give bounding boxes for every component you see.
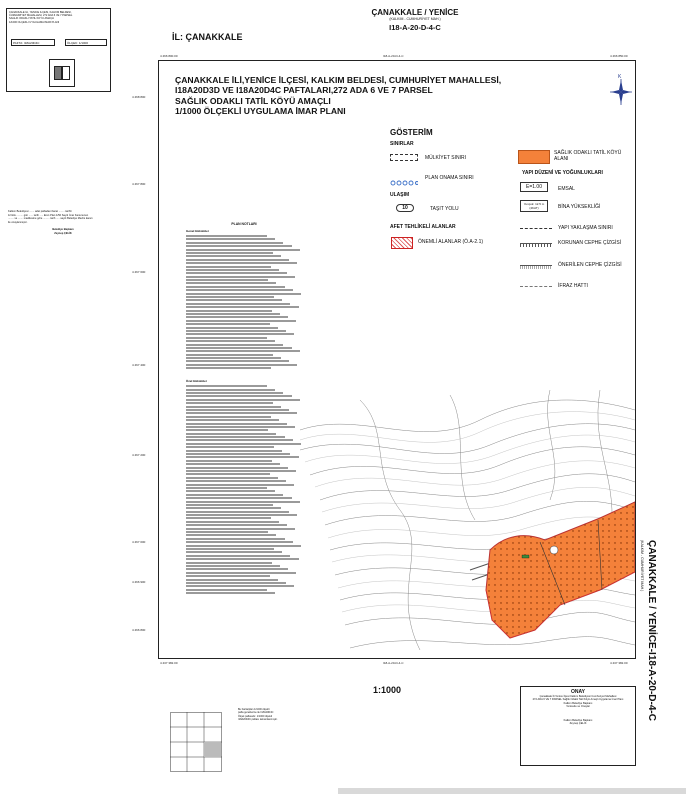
- notes-text-line: [186, 279, 268, 281]
- notes-text-line: [186, 320, 296, 322]
- scale-label: 1:1000: [373, 685, 402, 695]
- coord-y: 4 467 000: [132, 540, 146, 544]
- notes-text-block: [186, 385, 302, 594]
- notes-text-line: [186, 501, 300, 503]
- notes-text-line: [186, 409, 289, 411]
- notes-text-line: [186, 272, 287, 274]
- title-block: [6, 8, 111, 92]
- bottom-strip: [338, 788, 686, 794]
- coord-y: 4 467 600: [132, 270, 146, 274]
- notes-text-line: [186, 289, 293, 291]
- notes-text-line: [186, 534, 276, 536]
- coord-top-left: 4 466 800.00: [160, 54, 178, 58]
- plan-title-line: ÇANAKKALE İLİ,YENİCE İLÇESİ, KALKIM BELDESİ, CUMHURİYET MAHALLESİ,: [175, 75, 502, 85]
- mulkiyet-symbol: [390, 154, 418, 161]
- approval-note-line: & Nolu ......... gün ...... tarih ..... Eren Plan 1/50 Sayılı İmar Kanununun: [8, 213, 89, 217]
- notes-text-line: [186, 456, 299, 458]
- legend-onemli: ÖNEMLİ ALANLAR (Ö.A-2.1): [418, 239, 484, 245]
- approval-note-line: Kalkım Belediyesi ....... adet paftadan ibaret ........ tarihli: [8, 210, 72, 213]
- notes-text-line: [186, 514, 297, 516]
- notes-text-line: [186, 347, 292, 349]
- notes-text-line: [186, 286, 285, 288]
- notes-text-line: [186, 354, 273, 356]
- notes-text-line: [186, 575, 270, 577]
- notes-text-line: [186, 558, 299, 560]
- approval-note-line: Belediye Başkanı: [52, 228, 74, 232]
- approval-box: [520, 686, 636, 766]
- notes-text-line: [186, 327, 278, 329]
- notes-text-line: [186, 266, 271, 268]
- coord-bottom-mid: I18-A-20-D-4-C: [383, 661, 404, 665]
- approval-signature: Kalkım Belediye Başkanı: [563, 718, 593, 722]
- approval-signature-name: Zeynep ÇELİK: [569, 722, 587, 726]
- approval-heading: ONAY: [571, 689, 585, 695]
- notes-text-line: [186, 511, 289, 513]
- notes-text-line: [186, 429, 268, 431]
- notes-text-line: [186, 463, 280, 465]
- notes-text-line: [186, 531, 268, 533]
- onemli-alan-symbol: [391, 237, 413, 249]
- notes-text-line: [186, 521, 279, 523]
- legend-onerilen: ÖNERİLEN CEPHE ÇİZGİSİ: [558, 262, 622, 268]
- sheet-index-line: pafta gereklerine ile I18A20D4C: [238, 711, 274, 715]
- approval-note-line: Zeynep ÇELİK: [54, 231, 72, 235]
- title-block-line: CUMHURİYET MAHALLESİ, 272 ADA 6 VE 7 PARSEL: [9, 14, 73, 18]
- notes-text-line: [186, 555, 290, 557]
- sheet-index-line: Bu harita/plan 1/1000 ölçekli: [238, 708, 270, 711]
- notes-text-line: [186, 579, 278, 581]
- legend-ifraz: İFRAZ HATTI: [558, 283, 588, 289]
- notes-text-line: [186, 494, 283, 496]
- notes-text-line: [186, 467, 288, 469]
- ifraz-symbol: [520, 286, 552, 287]
- coord-bottom-left: 4 437 382.00: [160, 661, 178, 665]
- notes-text-line: [186, 470, 296, 472]
- sheet-title-line2: (KALKIM - CUMHURİYET MAH.): [389, 17, 441, 21]
- notes-text-line: [186, 541, 293, 543]
- sheet-title-line1: ÇANAKKALE / YENİCE: [371, 8, 459, 17]
- pafta-label: PAFTA: I18A20D4C: [11, 39, 55, 46]
- title-block-line: 1/1000 ÖLÇEKLİ UYGULAMA İMAR PLANI: [9, 20, 60, 24]
- notes-text-line: [186, 242, 283, 244]
- plan-notes: [186, 220, 302, 595]
- notes-text-line: [186, 504, 273, 506]
- notes-text-line: [186, 245, 292, 247]
- notes-text-line: [186, 296, 274, 298]
- approval-line: Kalkım Belediye Başkanı: [563, 701, 593, 705]
- sheet-index-text: [238, 708, 304, 722]
- yapi-yaklasma-symbol: [520, 228, 552, 229]
- sheet-title-line3: I18-A-20-D-4-C: [389, 23, 441, 32]
- coord-y: 4 467 200: [132, 453, 146, 457]
- approval-line: 272 ADA 6 VE 7 PARSEL Sağlık Odaklı Tatil Köyü Amaçlı Uygulama İmar Planı: [532, 698, 624, 702]
- legend-bina: BİNA YÜKSEKLİĞİ: [558, 204, 601, 210]
- location-key: [49, 59, 75, 87]
- notes-text-line: [186, 453, 290, 455]
- notes-text-line: [186, 323, 270, 325]
- plan-title: [175, 75, 502, 117]
- legend: [390, 128, 630, 308]
- legend-plan-onama: PLAN ONAMA SINIRI: [425, 175, 474, 181]
- notes-text-line: [186, 316, 288, 318]
- korunan-cephe-symbol: [520, 243, 552, 247]
- notes-text-line: [186, 299, 282, 301]
- notes-text-line: [186, 477, 278, 479]
- plan-notes-title: PLAN NOTLARI: [231, 222, 257, 226]
- notes-text-line: [186, 385, 267, 387]
- sheet-index-line: I18A20D4C paftası tamamlanmıştır.: [238, 718, 278, 722]
- notes-text-line: [186, 524, 287, 526]
- notes-text-line: [186, 565, 280, 567]
- notes-text-line: [186, 490, 275, 492]
- notes-text-line: [186, 235, 267, 237]
- legend-section-yapi-duzeni: YAPI DÜZENİ VE YOĞUNLUKLARI: [522, 170, 603, 176]
- notes-text-line: [186, 337, 267, 339]
- notes-text-line: [186, 259, 289, 261]
- notes-text-line: [186, 450, 282, 452]
- sheet-index-grid: [170, 712, 222, 772]
- notes-text-line: [186, 528, 295, 530]
- notes-text-line: [186, 360, 289, 362]
- onerilen-cephe-symbol: [520, 265, 552, 269]
- title-block-line: SAĞLIK ODAKLI TATİL KÖYÜ AMAÇLI: [9, 17, 55, 21]
- il-label: İL: ÇANAKKALE: [172, 32, 243, 42]
- notes-text-line: [186, 249, 300, 251]
- approval-line: Yenicede ve Onaylar: [566, 705, 590, 709]
- coord-top-mid: I18-A-20-D-4-C: [383, 54, 404, 58]
- coord-y: 4 466 900: [132, 580, 146, 584]
- notes-text-line: [186, 548, 274, 550]
- notes-text-line: [186, 364, 297, 366]
- notes-text-line: [186, 538, 285, 540]
- tasit-yolu-symbol: 10: [396, 204, 414, 212]
- notes-text-line: [186, 436, 285, 438]
- right-sheet-subtitle: (KALKIM - CUMHURİYET MAH.): [640, 540, 644, 592]
- coord-top-right: 4 466 850.00: [610, 54, 628, 58]
- notes-text-line: [186, 416, 271, 418]
- olcek-label: ÖLÇEK: 1/1000: [65, 39, 107, 46]
- notes-text-line: [186, 392, 283, 394]
- plan-title-line: SAĞLIK ODAKLI TATİL KÖYÜ AMAÇLI: [175, 95, 331, 106]
- location-key-cell: [62, 66, 70, 80]
- notes-text-line: [186, 310, 272, 312]
- notes-text-line: [186, 357, 281, 359]
- notes-text-line: [186, 367, 271, 369]
- notes-text-line: [186, 306, 299, 308]
- coord-y: 4 467 800: [132, 182, 146, 186]
- notes-text-line: [186, 473, 270, 475]
- notes-text-line: [186, 313, 280, 315]
- svg-text:K: K: [618, 74, 622, 80]
- notes-text-line: [186, 406, 281, 408]
- notes-text-line: [186, 551, 282, 553]
- legend-yapi-yaklasma: YAPI YAKLAŞMA SINIRI: [558, 225, 613, 231]
- plan-title-line: 1/1000 ÖLÇEKLİ UYGULAMA İMAR PLANI: [175, 106, 346, 117]
- notes-text-line: [186, 399, 300, 401]
- notes-text-line: [186, 419, 279, 421]
- notes-text-line: [186, 582, 286, 584]
- notes-text-line: [186, 497, 292, 499]
- notes-text-line: [186, 282, 276, 284]
- plan-notes-ozel: Özel Hükümler: [186, 379, 208, 384]
- title-block-lines: [9, 11, 107, 24]
- saglik-alan-symbol: [518, 150, 550, 164]
- notes-text-line: [186, 480, 286, 482]
- legend-section-sinirlar: SINIRLAR: [390, 141, 414, 147]
- plan-notes-genel: Genel Hükümler: [186, 229, 210, 233]
- notes-text-line: [186, 402, 273, 404]
- bina-symbol: Yençok: 12.5 m (4KAT): [520, 200, 548, 212]
- notes-text-line: [186, 487, 267, 489]
- notes-text-line: [186, 389, 275, 391]
- notes-text-line: [186, 484, 294, 486]
- approval-note-line: ile onaylanmıştır.: [8, 220, 28, 224]
- notes-text-line: [186, 350, 300, 352]
- notes-text-line: [186, 585, 294, 587]
- notes-text-line: [186, 276, 295, 278]
- plan-title-line: I18A20D3D VE I18A20D4C PAFTALARI,272 ADA 6 VE 7 PARSEL: [175, 85, 433, 96]
- notes-text-line: [186, 395, 292, 397]
- coord-y: 4 467 400: [132, 363, 146, 367]
- approval-line: Çanakkale İli Yenice İlçesi Kalkım Belediyesi Cumhuriyet Mahallesi: [539, 695, 617, 698]
- location-key-cell: [54, 66, 62, 80]
- notes-text-line: [186, 592, 275, 594]
- plan-onama-symbol: [390, 174, 418, 182]
- coord-y: 4 468 800: [132, 95, 146, 99]
- sheet-index-line: Ölçek paftasıdır. 1/1000 ölçekli: [238, 714, 273, 718]
- coord-y: 4 466 800: [132, 628, 146, 632]
- notes-text-line: [186, 568, 288, 570]
- notes-text-line: [186, 340, 275, 342]
- notes-text-line: [186, 572, 296, 574]
- sheet-title: [350, 8, 480, 32]
- notes-text-line: [186, 269, 279, 271]
- notes-text-line: [186, 238, 275, 240]
- legend-heading: GÖSTERİM: [390, 128, 433, 137]
- legend-korunan: KORUNAN CEPHE ÇİZGİSİ: [558, 240, 622, 246]
- notes-text-line: [186, 439, 293, 441]
- notes-text-line: [186, 426, 295, 428]
- notes-text-line: [186, 562, 272, 564]
- approval-note: [8, 210, 118, 236]
- notes-text-line: [186, 589, 267, 591]
- notes-text-block: [186, 235, 302, 369]
- title-block-line: ÇANAKKALE İLİ, YENİCE İLÇESİ, KALKIM BELDESİ,: [9, 11, 72, 14]
- notes-text-line: [186, 517, 271, 519]
- notes-text-line: [186, 252, 273, 254]
- legend-section-ulasim: ULAŞIM: [390, 192, 410, 198]
- notes-text-line: [186, 293, 301, 295]
- approval-note-line: ........ ve ....... maddesine göre ......... tarih ..... sayılı Belediye Meclis kararı: [8, 217, 93, 221]
- notes-text-line: [186, 433, 276, 435]
- notes-text-line: [186, 303, 290, 305]
- notes-text-line: [186, 446, 274, 448]
- legend-tasit-yolu: TAŞIT YOLU: [430, 206, 459, 212]
- notes-text-line: [186, 423, 287, 425]
- notes-text-line: [186, 262, 297, 264]
- notes-text-line: [186, 255, 281, 257]
- notes-text-line: [186, 545, 301, 547]
- emsal-symbol: E=1.00: [520, 182, 548, 192]
- notes-text-line: [186, 412, 297, 414]
- legend-section-afet: AFET TEHLİKELİ ALANLAR: [390, 224, 456, 230]
- legend-mulkiyet: MÜLKİYET SINIRI: [425, 155, 467, 161]
- coord-bottom-right: 4 437 382.00: [610, 661, 628, 665]
- notes-text-line: [186, 443, 301, 445]
- topographic-map: [300, 390, 635, 658]
- notes-text-line: [186, 507, 281, 509]
- notes-text-line: [186, 344, 283, 346]
- north-arrow-icon: [610, 72, 632, 108]
- legend-emsal: EMSAL: [558, 186, 575, 192]
- notes-text-line: [186, 460, 272, 462]
- legend-saglik: SAĞLIK ODAKLI TATİL KÖYÜ ALANI: [554, 150, 622, 162]
- right-sheet-title: ÇANAKKALE / YENİCE-I18-A-20-D-4-C: [646, 540, 657, 721]
- right-sheet-label: [640, 540, 666, 780]
- notes-text-line: [186, 333, 294, 335]
- notes-text-line: [186, 330, 286, 332]
